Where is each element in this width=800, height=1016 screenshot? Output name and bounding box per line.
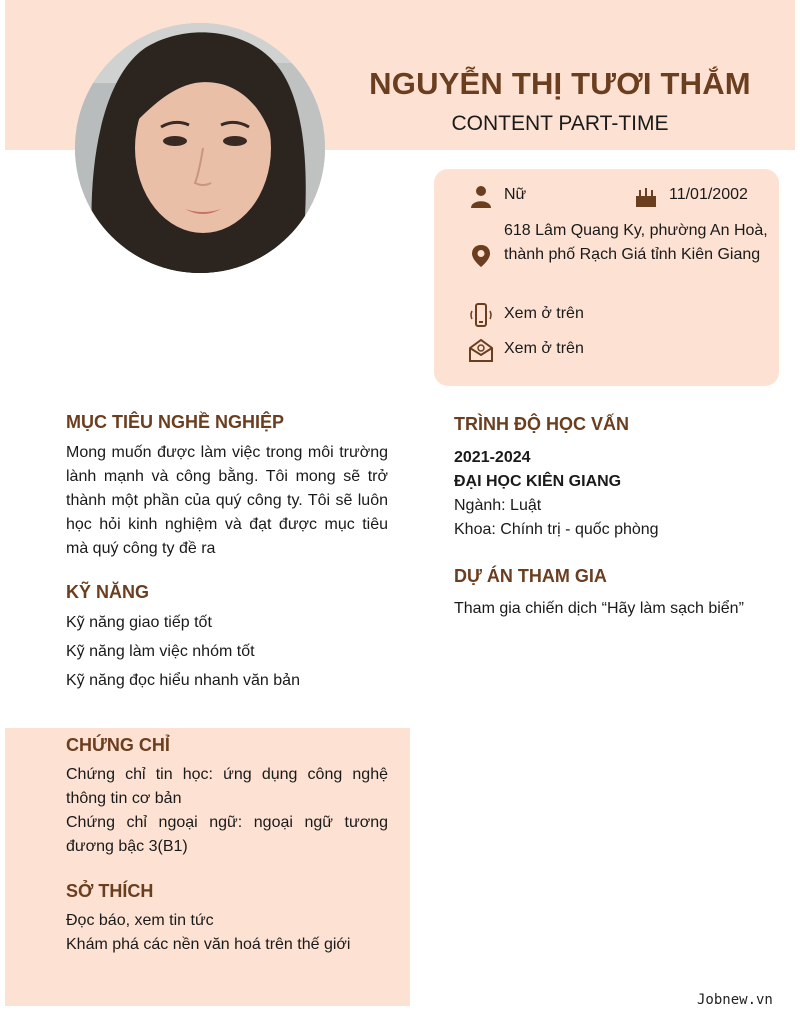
location-pin-icon [468,243,494,269]
hobby-item: Đọc báo, xem tin tức [66,912,214,929]
phone-icon [468,302,494,328]
email-row [468,337,584,363]
objective-text: Mong muốn được làm việc trong môi trường lành mạnh và công bằng. Tôi mong sẽ trở thành một phần của quý công ty. Tôi sẽ luôn học hỏi kinh nghiệm và đạt được mục tiêu mà quý công ty đề ra [66,444,388,557]
candidate-name: NGUYỄN THỊ TƯƠI THẮM [369,66,751,101]
projects-heading: DỰ ÁN THAM GIA [454,566,607,586]
skills-heading: KỸ NĂNG [66,582,150,602]
skills-list [66,608,388,695]
phone-row [468,302,584,328]
education-details [454,446,784,542]
hobbies-heading: SỞ THÍCH [66,881,154,901]
birthday-cake-icon [633,183,659,209]
birthday-row [633,183,748,209]
address-row [468,219,768,269]
education-faculty: Khoa: Chính trị - quốc phòng [454,521,659,538]
hobbies-list [66,909,388,957]
job-title: CONTENT PART-TIME [451,112,669,135]
education-heading: TRÌNH ĐỘ HỌC VẤN [454,414,629,434]
objective-heading: MỤC TIÊU NGHỀ NGHIỆP [66,412,285,432]
email-value: Xem ở trên [504,340,584,357]
skill-item: Kỹ năng làm việc nhóm tốt [66,643,255,660]
education-school: ĐẠI HỌC KIÊN GIANG [454,473,622,490]
phone-value: Xem ở trên [504,305,584,322]
certificate-item: Chứng chỉ ngoại ngữ: ngoại ngữ tương đương bậc 3(B1) [66,814,388,855]
certificates-list [66,763,388,859]
certificate-item: Chứng chỉ tin học: ứng dụng công nghệ thông tin cơ bản [66,766,388,807]
hobby-item: Khám phá các nền văn hoá trên thế giới [66,936,351,953]
portrait-illustration [75,23,325,273]
address-value: 618 Lâm Quang Ky, phường An Hoà, thành phố Rạch Giá tỉnh Kiên Giang [504,222,768,263]
certificates-heading: CHỨNG CHỈ [66,735,170,755]
person-icon [468,183,494,209]
skill-item: Kỹ năng đọc hiểu nhanh văn bản [66,672,300,689]
birthday-value: 11/01/2002 [669,186,748,203]
profile-photo [75,23,325,273]
education-major: Ngành: Luật [454,497,542,514]
education-years: 2021-2024 [454,449,531,466]
gender-row [468,183,526,209]
projects-text: Tham gia chiến dịch “Hãy làm sạch biển” [454,600,744,617]
gender-value: Nữ [504,186,527,203]
skill-item: Kỹ năng giao tiếp tốt [66,614,212,631]
contact-card [434,169,779,386]
site-watermark: Jobnew.vn [697,992,773,1008]
mail-icon [468,337,494,363]
